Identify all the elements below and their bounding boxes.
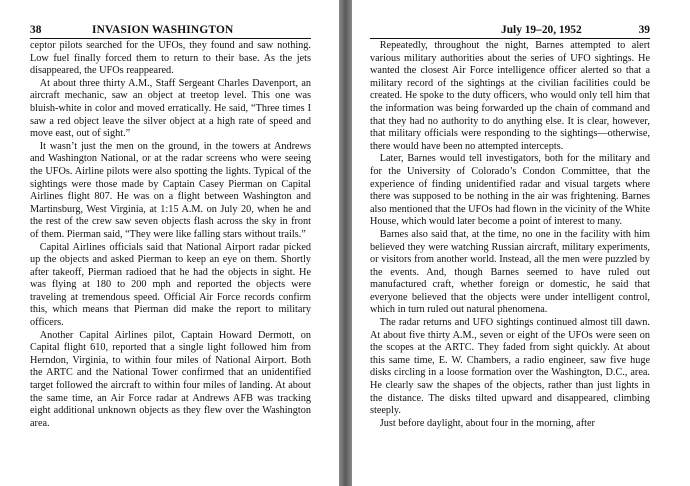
left-page-body <box>30 40 311 430</box>
page-number: 38 <box>30 24 42 36</box>
right-page-body <box>370 40 650 430</box>
right-page <box>352 0 690 486</box>
paragraph: Another Capital Airlines pilot, Captain Howard Dermott, on Capital flight 610, reported that a single light followed him from Herndon, Virginia, to within four miles of National Airport. Both the ARTC and the National Tower confirmed that an unidentified target followed the aircraft to within four miles of landing. At about the same time, an Air Force radar at Andrews AFB was tracking eight additional unknown objects as they flew over the Washington area. <box>30 329 311 429</box>
paragraph: The radar returns and UFO sightings continued almost till dawn. At about five thirty A.M., seven or eight of the UFOs were seen on the scopes at the ARTC. They faded from sight quickly. At about this same time, E. W. Chambers, a radio engineer, saw five huge disks circling in a loose formation over the Washington, D.C., area. He clearly saw the shapes of the objects, rather than just lights in the distance. The disks tilted upward and disappeared, climbing steeply. <box>370 317 650 417</box>
page-number: 39 <box>638 24 650 36</box>
left-page-header <box>30 24 311 39</box>
paragraph: Capital Airlines officials said that National Airport radar picked up the objects and asked Pierman to keep an eye on them. Shortly after takeoff, Pierman radioed that he had the objects in sight. He was flying at 180 to 200 mph and reported the objects were traveling at tremendous speed. Official Air Force records confirm this, which means that Pierman did make the report to military officers. <box>30 241 311 329</box>
paragraph: Just before daylight, about four in the morning, after <box>379 417 595 429</box>
paragraph: Barnes also said that, at the time, no one in the facility with him believed they were watching Russian aircraft, military experiments, or visitors from another world. Instead, all the men were puzzled by the events. And, though Barnes seemed to have ruled out manufactured craft, whether foreign or domestic, he said that everyone believed that the objects were under intelligent control, which in turn ruled out natural phenomena. <box>370 228 650 316</box>
paragraph: Repeatedly, throughout the night, Barnes attempted to alert various military authorities about the series of UFO sightings. He wanted the closest Air Force intelligence officer alerted so that a military record of the sightings at the civilian facilities could be created. He spoke to the duty officers, who would only tell him that the information was being forwarded up the chain of command and that they had no authority to do anything else. It is clear, however, that military officials were responding to the sightings—otherwise, there would have been no attempted intercepts. <box>370 40 650 152</box>
right-page-header <box>370 24 650 39</box>
running-head: July 19–20, 1952 <box>501 24 582 36</box>
paragraph: ceptor pilots searched for the UFOs, they found and saw nothing. Low fuel finally forced them to return to their base. As the jets disappeared, the UFOs reappeared. <box>30 40 311 77</box>
paragraph: Later, Barnes would tell investigators, both for the military and for the University of Colorado’s Condon Committee, that the experience of finding unidentified radar and visual targets where there was supposed to be nothing in the air was frightening. Barnes also mentioned that the UFOs had flown in the vicinity of the White House, which would later become a point of interest to many. <box>370 153 650 228</box>
left-page <box>0 0 339 486</box>
running-head: INVASION WASHINGTON <box>92 24 234 36</box>
paragraph: It wasn’t just the men on the ground, in the towers at Andrews and Washington National, or at the radar screens who were seeing the UFOs. Airline pilots were also spotting the lights. Typical of the sightings were those made by Captain Casey Pierman on Capital Airlines flight 807. He was on a flight between Washington and Martinsburg, West Virginia, at 1:15 A.M. on July 20, when he and the rest of the crew saw seven objects flash across the sky in front of them. Pierman said, “They were like falling stars without trails.” <box>30 140 311 240</box>
book-gutter <box>339 0 352 486</box>
paragraph: At about three thirty A.M., Staff Sergeant Charles Davenport, an aircraft mechanic, saw an object at treetop level. This one was bluish-white in color and moved erratically. He said, “Three times I saw a red object leave the silver object at a high rate of speed and move east, out of sight.” <box>30 77 311 140</box>
